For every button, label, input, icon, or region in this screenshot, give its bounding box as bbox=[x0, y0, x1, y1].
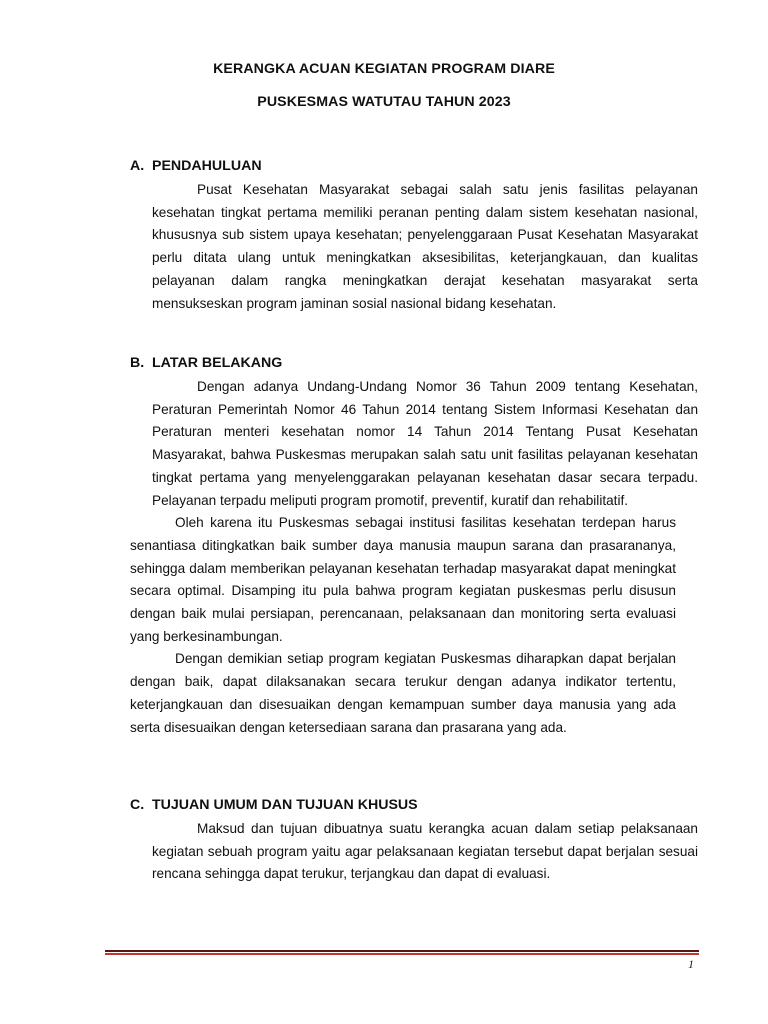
section-heading bbox=[130, 794, 698, 816]
section-heading-text: LATAR BELAKANG bbox=[152, 355, 283, 371]
section-heading-text: PENDAHULUAN bbox=[152, 158, 262, 174]
paragraph: Maksud dan tujuan dibuatnya suatu kerangka acuan dalam setiap pelaksanaan kegiatan sebuah program yaitu agar pelaksanaan kegiatan tersebut dapat berjalan sesuai rencana sehingga dapat terukur, terjangkau dan dapat di evaluasi. bbox=[152, 821, 698, 882]
paragraph: Pusat Kesehatan Masyarakat sebagai salah satu jenis fasilitas pelayanan kesehatan tingkat pertama memiliki peranan penting dalam sistem kesehatan nasional, khususnya sub sistem upaya kesehatan; penyelenggaraan Pusat Kesehatan Masyarakat perlu ditata ulang untuk meningkatkan aksesibilitas, keterjangkauan, dan kualitas pelayanan dalam rangka meningkatkan derajat kesehatan masyarakat serta mensukseskan program jaminan sosial nasional bidang kesehatan. bbox=[152, 182, 698, 311]
section-letter: B. bbox=[130, 355, 145, 371]
document-subtitle: PUSKESMAS WATUTAU TAHUN 2023 bbox=[257, 94, 511, 110]
section-heading-text: TUJUAN UMUM DAN TUJUAN KHUSUS bbox=[152, 797, 418, 813]
section-tujuan bbox=[130, 794, 698, 886]
section-pendahuluan bbox=[130, 155, 698, 315]
section-heading bbox=[130, 352, 698, 374]
section-heading bbox=[130, 155, 698, 177]
paragraph: Oleh karena itu Puskesmas sebagai institusi fasilitas kesehatan terdepan harus senantiasa ditingkatkan baik sumber daya manusia maupun sarana dan prasarananya, sehingga dalam memberikan pelayanan kesehatan terhadap masyarakat dapat meningkat secara optimal. Disamping itu pula bahwa program kegiatan puskesmas perlu disusun dengan baik mulai persiapan, perencanaan, pelaksanaan dan monitoring serta evaluasi yang berkesinambungan. bbox=[130, 515, 676, 644]
footer-rule-dark bbox=[105, 950, 699, 952]
paragraph: Dengan adanya Undang-Undang Nomor 36 Tahun 2009 tentang Kesehatan, Peraturan Pemerintah Nomor 46 Tahun 2014 tentang Sistem Informasi Kesehatan dan Peraturan menteri kesehatan nomor 14 Tahun 2014 Tentang Pusat Kesehatan Masyarakat, bahwa Puskesmas merupakan salah satu unit fasilitas pelayanan kesehatan tingkat pertama yang menyelenggarakan pelayanan kesehatan dasar secara terpadu. Pelayanan terpadu meliputi program promotif, preventif, kuratif dan rehabilitatif. bbox=[152, 379, 698, 508]
page-number: 1 bbox=[688, 957, 694, 971]
section-letter: C. bbox=[130, 797, 145, 813]
section-letter: A. bbox=[130, 158, 145, 174]
document-title: KERANGKA ACUAN KEGIATAN PROGRAM DIARE bbox=[213, 61, 555, 77]
footer-divider bbox=[105, 950, 699, 955]
footer-rule-red bbox=[105, 953, 699, 955]
paragraph: Dengan demikian setiap program kegiatan Puskesmas diharapkan dapat berjalan dengan baik, dapat dilaksanakan secara terukur dengan adanya indikator tertentu, keterjangkauan dan disesuaikan dengan kemampuan sumber daya manusia yang ada serta disesuaikan dengan ketersediaan sarana dan prasarana yang ada. bbox=[130, 651, 676, 735]
section-latar-belakang bbox=[130, 352, 698, 739]
